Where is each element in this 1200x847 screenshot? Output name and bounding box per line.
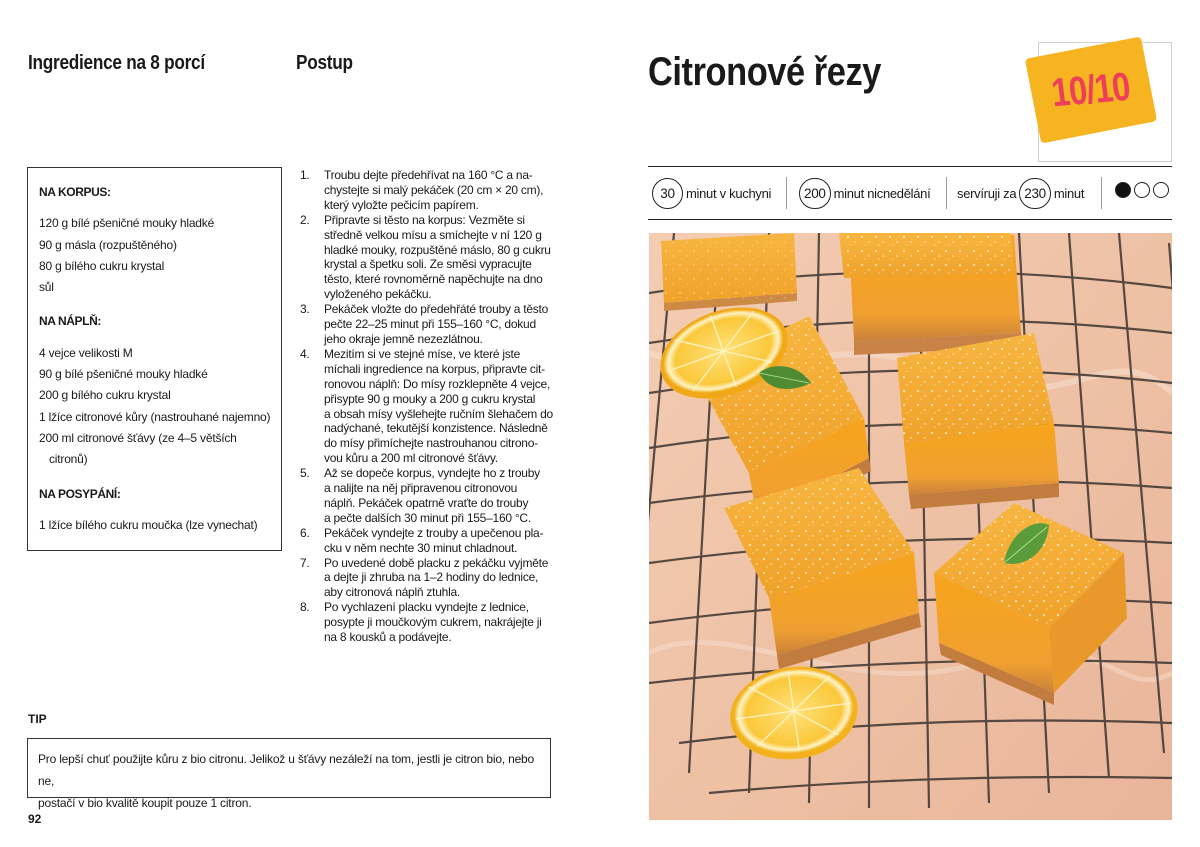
step-text <box>324 347 555 466</box>
ingredient-line: sůl <box>39 280 54 295</box>
step-line: do mísy přimíchejte nastrouhanou citrono- <box>324 436 538 451</box>
step-line: hladké mouky, rozpuštěné máslo, 80 g cukru <box>324 242 551 257</box>
step-line: pečte 22–25 minut při 155–160 °C, dokud <box>324 317 536 332</box>
idle-minutes: 200 <box>799 178 831 209</box>
step-line: a pečte dalších 30 minut při 155–160 °C. <box>324 510 531 525</box>
difficulty-indicator <box>1115 182 1169 198</box>
step-text <box>324 168 555 213</box>
step-line: Po uvedené době placku z pekáčku vyjměte <box>324 555 549 570</box>
idle-label: minut nicnedělání <box>833 185 931 201</box>
difficulty-dot-filled <box>1115 182 1131 198</box>
ingredient-line: 1 lžíce bílého cukru moučka (lze vynechat) <box>39 517 258 532</box>
step-number: 2. <box>300 212 310 227</box>
step-item <box>300 213 555 302</box>
step-line: na 8 kousků a podávejte. <box>324 630 452 645</box>
step-line: vou kůru a 200 ml citronové šťávy. <box>324 451 498 466</box>
info-bar <box>648 166 1172 220</box>
step-text <box>324 556 555 601</box>
step-line: Mezitím si ve stejné míse, ve které jste <box>324 346 521 361</box>
tip-line: Pro lepší chuť použijte kůru z bio citronu. Jelikož u šťávy nezáleží na tom, jestli je citron bio, nebo ne, <box>38 752 534 788</box>
step-line: krystal a špetku soli. Ze směsi vypracujte <box>324 257 532 272</box>
step-line: Až se dopeče korpus, vyndejte ho z trouby <box>324 466 540 481</box>
info-divider <box>786 177 787 209</box>
tip-label: TIP <box>28 712 47 726</box>
step-line: Troubu dejte předehřívat na 160 °C a na- <box>324 168 533 182</box>
step-text <box>324 526 555 556</box>
rating-text: 10/10 <box>1049 64 1133 115</box>
step-line: těsto, které rovnoměrně napěchujte na dno <box>324 272 543 287</box>
ingredient-line: 4 vejce velikosti M <box>39 345 133 360</box>
steps-list <box>300 168 555 645</box>
ingredient-line: 120 g bílé pšeničné mouky hladké <box>39 216 215 231</box>
step-number: 7. <box>300 555 310 570</box>
page-number: 92 <box>28 812 42 826</box>
ingredient-line: 90 g bílé pšeničné mouky hladké <box>39 367 208 382</box>
ingredient-line: citronů) <box>49 452 88 467</box>
serve-time <box>957 177 1084 209</box>
tip-line: postačí v bio kvalitě koupit pouze 1 citron. <box>38 796 252 810</box>
ingredient-line: 80 g bílého cukru krystal <box>39 258 165 273</box>
step-item <box>300 466 555 526</box>
step-line: Pekáček vyndejte z trouby a upečenou pla- <box>324 525 544 540</box>
step-line: a dejte ji zhruba na 1–2 hodiny do lednice, <box>324 570 539 585</box>
step-item <box>300 168 555 213</box>
step-line: náplň. Pekáček opatrně vraťte do trouby <box>324 495 529 510</box>
step-number: 6. <box>300 525 310 540</box>
step-text <box>324 466 555 526</box>
difficulty-dot-empty <box>1153 182 1169 198</box>
step-line: nadýchané, tekutější konzistence. Následně <box>324 421 548 436</box>
step-line: Pekáček vložte do předehřáté trouby a těsto <box>324 302 549 317</box>
ingredient-line: 200 ml citronové šťávy (ze 4–5 větších <box>39 430 237 445</box>
step-item <box>300 556 555 601</box>
ingredient-section-title: NA NÁPLŇ: <box>39 314 101 329</box>
step-line: míchali ingredience na korpus, připravte cit- <box>324 361 545 376</box>
step-number: 5. <box>300 466 310 481</box>
idle-time <box>799 177 930 209</box>
ingredient-section-title: NA POSYPÁNÍ: <box>39 486 121 501</box>
step-line: a obsah mísy vyšlehejte ručním šlehačem do <box>324 406 553 421</box>
kitchen-minutes: 30 <box>652 178 683 209</box>
step-line: přisypte 90 g mouky a 200 g cukru krystal <box>324 391 536 406</box>
step-line: středně velkou mísu a smíchejte v ní 120 g <box>324 227 542 242</box>
kitchen-time <box>652 177 771 209</box>
serve-prefix: servíruji za <box>957 185 1017 201</box>
steps-heading: Postup <box>296 52 353 74</box>
step-line: aby citronová náplň ztuhla. <box>324 585 461 600</box>
ingredients-heading: Ingredience na 8 porcí <box>28 52 205 74</box>
step-text <box>324 213 555 302</box>
ingredient-line: 1 lžíce citronové kůry (nastrouhané najemno) <box>39 409 271 424</box>
step-item <box>300 600 555 645</box>
recipe-title: Citronové řezy <box>648 50 881 94</box>
ingredient-line: 200 g bílého cukru krystal <box>39 388 171 403</box>
difficulty-dot-empty <box>1134 182 1150 198</box>
serve-minutes: 230 <box>1019 178 1051 209</box>
step-text <box>324 600 555 645</box>
step-number: 4. <box>300 346 310 361</box>
step-line: jeho okraje jemně nezezlátnou. <box>324 331 483 346</box>
step-line: cku v něm nechte 30 minut chladnout. <box>324 540 518 555</box>
step-line: Připravte si těsto na korpus: Vezměte si <box>324 212 525 227</box>
step-line: chystejte si malý pekáček (20 cm × 20 cm), <box>324 182 544 197</box>
step-item <box>300 526 555 556</box>
step-item <box>300 347 555 466</box>
tip-box <box>27 738 551 810</box>
step-line: který vyložte pečicím papírem. <box>324 197 479 212</box>
step-number: 3. <box>300 302 310 317</box>
step-line: a nalijte na něj připravenou citronovou <box>324 481 518 496</box>
step-line: posypte ji moučkovým cukrem, nakrájejte ji <box>324 615 542 630</box>
step-text <box>324 302 555 347</box>
ingredient-section-title: NA KORPUS: <box>39 185 111 199</box>
ingredients-box <box>27 167 282 551</box>
step-line: Po vychlazení placku vyndejte z lednice, <box>324 600 529 615</box>
ingredient-line: 90 g másla (rozpuštěného) <box>39 237 177 252</box>
recipe-photo <box>649 233 1172 820</box>
step-item <box>300 302 555 347</box>
kitchen-label: minut v kuchyni <box>686 185 772 201</box>
step-line: ronovou náplň: Do mísy rozklepněte 4 vejce, <box>324 376 551 391</box>
lemon-bars-image <box>649 233 1172 820</box>
step-number: 8. <box>300 600 310 615</box>
info-divider <box>946 177 947 209</box>
step-number: 1. <box>300 168 310 182</box>
step-line: vyloženého pekáčku. <box>324 287 432 302</box>
info-divider <box>1101 177 1102 209</box>
serve-suffix: minut <box>1053 185 1085 201</box>
